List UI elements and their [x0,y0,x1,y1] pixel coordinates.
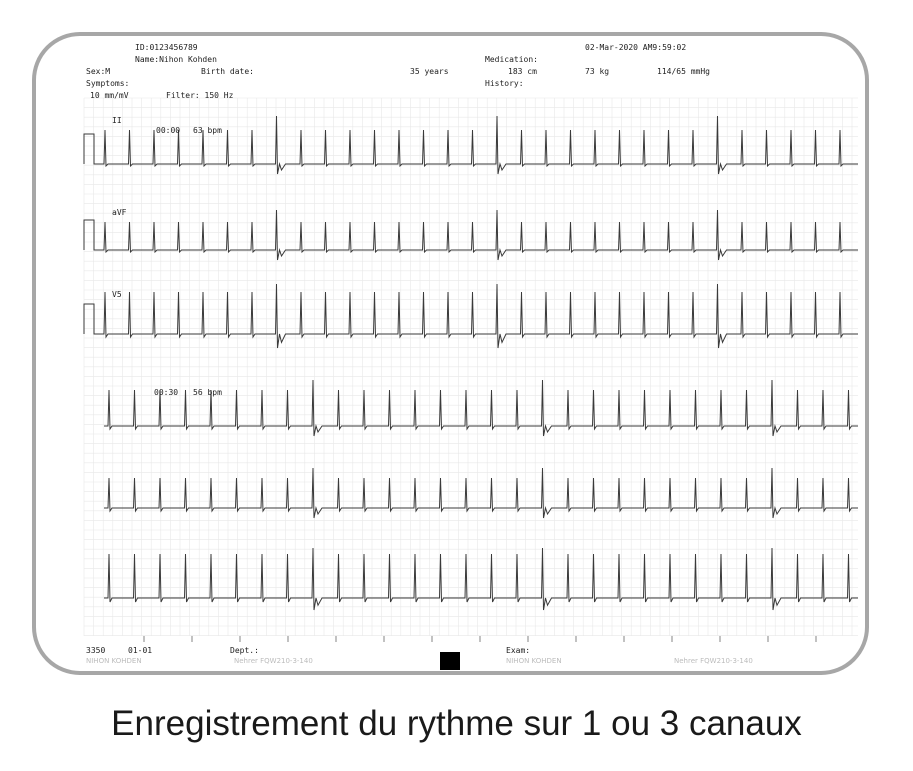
lead-label-v5: V5 [112,290,122,299]
filter-field: Filter: 150 Hz [166,91,234,100]
footer-code: 3350 [86,646,106,655]
brand-mark-1: NIHON KOHDEN [86,657,142,665]
lead-label-avf: aVF [112,208,127,217]
ecg-trace [84,284,858,348]
heart-rate-annotation-1: 63 bpm [193,126,222,135]
ecg-trace [104,548,858,610]
medication-label: Medication: [485,55,538,64]
age-field: 35 years [410,67,449,76]
patient-name: Name:Nihon Kohden [135,55,217,64]
time-annotation-1: 00:00 [156,126,181,135]
heart-rate-annotation-2: 56 bpm [193,388,222,397]
footer-exam: Exam: [506,646,531,655]
black-square-marker [440,652,460,670]
record-datetime: 02-Mar-2020 AM9:59:02 [585,43,687,52]
brand-model-2: Nehrer FQW210-3-140 [674,657,753,665]
symptoms-label: Symptoms: [86,79,130,88]
lead-label-ii: II [112,116,122,125]
height-field: 183 cm [508,67,537,76]
sex-field: Sex:M [86,67,111,76]
patient-id: ID:0123456789 [135,43,198,52]
birth-date-label: Birth date: [201,67,254,76]
footer-dept: Dept.: [230,646,259,655]
weight-field: 73 kg [585,67,610,76]
ecg-trace [84,210,858,260]
brand-model-1: Nehrer FQW210-3-140 [234,657,313,665]
brand-mark-2: NIHON KOHDEN [506,657,562,665]
figure-caption: Enregistrement du rythme sur 1 ou 3 canaux [111,704,802,743]
footer-number: 01-01 [128,646,153,655]
ecg-sheet [48,36,866,664]
blood-pressure-field: 114/65 mmHg [657,67,710,76]
history-label: History: [485,79,524,88]
time-annotation-2: 00:30 [154,388,179,397]
sensitivity-field: 10 mm/mV [90,91,129,100]
